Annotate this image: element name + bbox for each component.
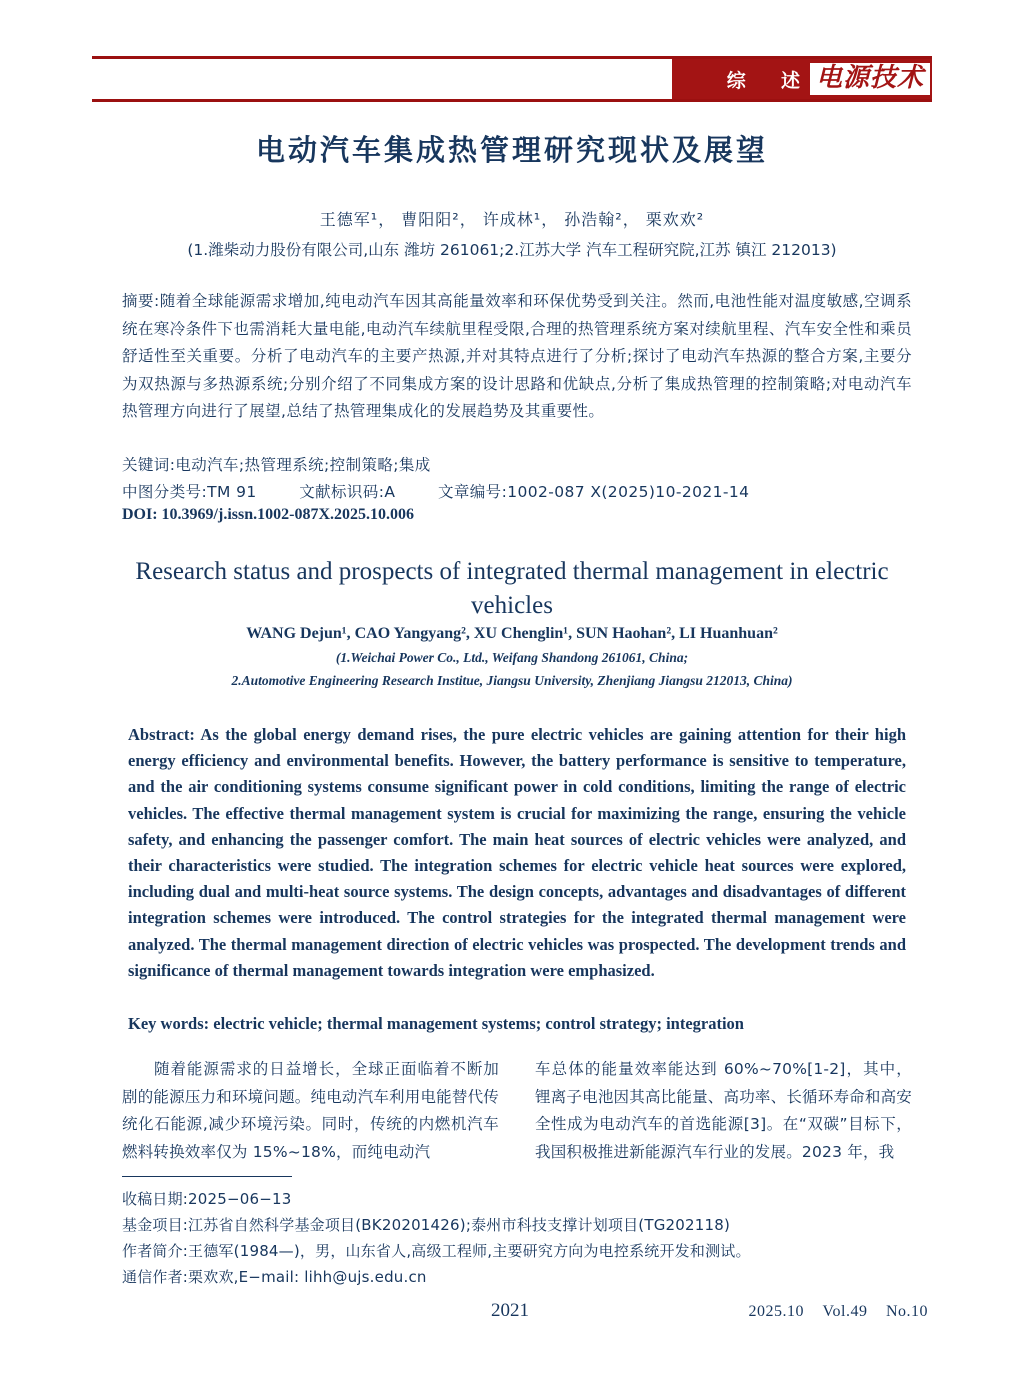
body-paragraph-left: 随着能源需求的日益增长，全球正面临着不断加剧的能源压力和环境问题。纯电动汽车利用电能替代传统化石能源,减少环境污染。同时，传统的内燃机汽车燃料转换效率仅为 15%~18%，而纯电动汽 bbox=[122, 1060, 499, 1161]
footer-issue-info bbox=[735, 1303, 929, 1321]
en-author-list: WANG Dejun¹, CAO Yangyang², XU Chenglin¹, SUN Haohan², LI Huanhuan² bbox=[246, 625, 778, 642]
cn-author-list: 王德军¹， 曹阳阳²， 许成林¹， 孙浩翰²， 栗欢欢² bbox=[319, 210, 705, 229]
footnote-received: 收稿日期:2025−06−13 bbox=[122, 1190, 292, 1208]
header-category-left: 综 bbox=[726, 69, 748, 92]
footnote-author-bio: 作者简介:王德军(1984—)，男，山东省人,高级工程师,主要研究方向为电控系统开发和测试。 bbox=[122, 1242, 751, 1260]
body-paragraph-right: 车总体的能量效率能达到 60%~70%[1-2]，其中，锂离子电池因其高比能量、高功率、长循环寿命和高安全性成为电动汽车的首选能源[3]。在“双碳”目标下，我国积极推进新能源汽车行业的发展。2023 年，我 bbox=[535, 1060, 912, 1161]
en-affiliation-1: (1.Weichai Power Co., Ltd., Weifang Shandong 261061, China; bbox=[335, 650, 689, 665]
doi-line: DOI: 10.3969/j.issn.1002-087X.2025.10.006 bbox=[122, 506, 415, 523]
body-columns bbox=[122, 1056, 912, 1166]
footer-volume: Vol.49 bbox=[822, 1303, 868, 1320]
body-column-left bbox=[122, 1056, 499, 1166]
cn-abstract: 摘要:随着全球能源需求增加,纯电动汽车因其高能量效率和环保优势受到关注。然而,电池性能对温度敏感,空调系统在寒冷条件下也需消耗大量电能,电动汽车续航里程受限,合理的热管理系统方案对续航里程、汽车安全性和乘员舒适性至关重要。分析了电动汽车的主要产热源,并对其特点进行了分析;探讨了电动汽车热源的整合方案,主要分为双热源与多热源系统;分别介绍了不同集成方案的设计思路和优缺点,分析了集成热管理的控制策略;对电动汽车热管理方向进行了展望,总结了热管理集成化的发展趋势及其重要性。 bbox=[122, 292, 912, 420]
body-column-right bbox=[535, 1056, 912, 1166]
page-number: 2021 bbox=[491, 1300, 529, 1321]
footer-issue-date: 2025.10 bbox=[748, 1303, 804, 1320]
en-abstract: Abstract: As the global energy demand rises, the pure electric vehicles are gaining attention for their high energy efficiency and environmental benefits. However, the battery performance is sensitive to temperature, and the air conditioning systems consume significant power in cold conditions, limiting the range of electric vehicles. The effective thermal management system is crucial for maximizing the range, ensuring the vehicle safety, and enhancing the passenger comfort. The main heat sources of electric vehicles were analyzed, and their characteristics were studied. The integration schemes for electric vehicle heat sources were explored, including dual and multi-heat source systems. The design concepts, advantages and disadvantages of different integration schemes were introduced. The control strategies for the integrated thermal management were analyzed. The thermal management direction of electric vehicles was prospected. The development trends and significance of thermal management towards integration were emphasized. bbox=[128, 725, 906, 980]
en-title: Research status and prospects of integrated thermal management in electric vehicles bbox=[135, 558, 889, 619]
footnote-corresponding: 通信作者:栗欢欢,E−mail: lihh@ujs.edu.cn bbox=[122, 1268, 427, 1286]
footnote-block bbox=[122, 1186, 912, 1290]
journal-name: 电源技术 bbox=[810, 63, 930, 95]
page-title: 电动汽车集成热管理研究现状及展望 bbox=[255, 133, 768, 167]
header-category bbox=[727, 66, 810, 93]
footnote-funding: 基金项目:江苏省自然科学基金项目(BK20201426);泰州市科技支撑计划项目(TG202118) bbox=[122, 1216, 731, 1234]
footer-number: No.10 bbox=[885, 1303, 928, 1320]
header-category-right: 述 bbox=[780, 69, 802, 92]
cn-keywords: 关键词:电动汽车;热管理系统;控制策略;集成 bbox=[122, 456, 431, 474]
journal-header bbox=[92, 56, 932, 102]
header-bottom-rule bbox=[92, 99, 932, 102]
cn-affiliation: (1.潍柴动力股份有限公司,山东 潍坊 261061;2.江苏大学 汽车工程研究院,江苏 镇江 212013) bbox=[187, 241, 837, 259]
header-red-band bbox=[672, 59, 932, 99]
cn-classification: 中图分类号:TM 91 文献标识码:A 文章编号:1002-087 X(2025)10-2021-14 bbox=[122, 483, 750, 501]
en-keywords: Key words: electric vehicle; thermal management systems; control strategy; integration bbox=[128, 1014, 744, 1033]
en-affiliation-2: 2.Automotive Engineering Research Institue, Jiangsu University, Zhenjiang Jiangsu 212013, China) bbox=[231, 673, 793, 688]
footnote-divider bbox=[122, 1176, 292, 1177]
